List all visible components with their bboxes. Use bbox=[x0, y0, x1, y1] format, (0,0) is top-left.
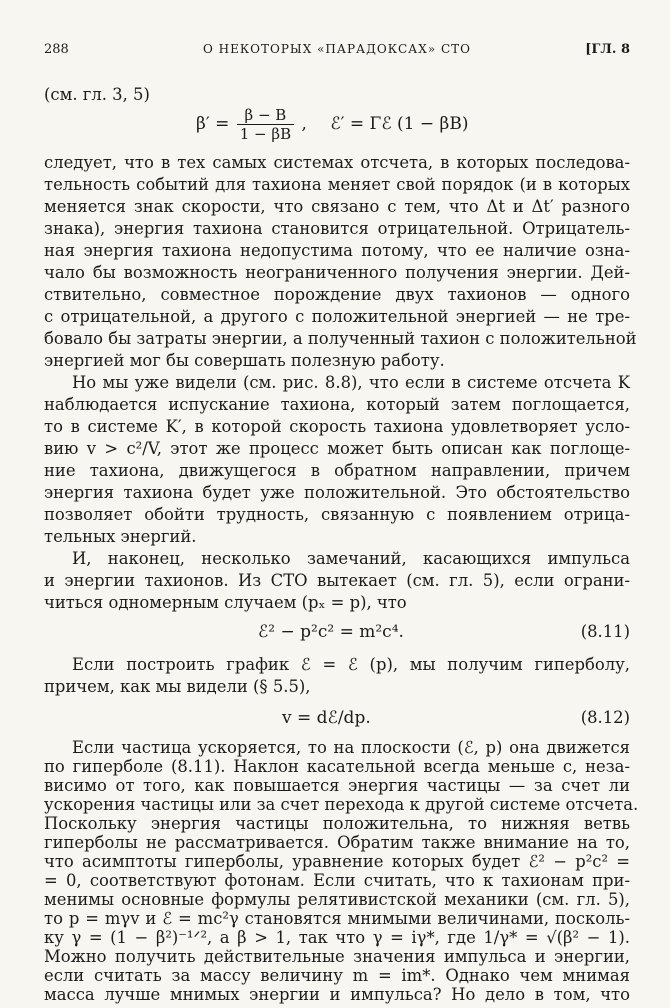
para3-line: и энергии тахионов. Из СТО вытекает (см. гл. 5), если ограни- bbox=[44, 571, 630, 590]
para2-line: наблюдается испускание тахиона, который затем поглощается, bbox=[44, 395, 630, 414]
para2-line: позволяет обойти трудность, связанную с появлением отрица- bbox=[44, 505, 630, 524]
para5-line: Можно получить действительные значения импульса и энергии, bbox=[44, 947, 630, 966]
equation-number-8-12: (8.12) bbox=[580, 708, 630, 727]
para5-line: ку γ = (1 − β²)⁻¹ᐟ², а β > 1, так что γ = iγ*, где 1/γ* = √(β² − 1). bbox=[44, 928, 630, 947]
para5-line: масса лучше мнимых энергии и импульса? Но дело в том, что bbox=[44, 985, 630, 1004]
para5-line: ускорения частицы или за счет перехода к другой системе отсчета. bbox=[44, 795, 639, 814]
para4-line: причем, как мы видели (§ 5.5), bbox=[44, 677, 311, 696]
para2-line: энергия тахиона будет уже положительной. Это обстоятельство bbox=[44, 483, 630, 502]
para2-line: Но мы уже видели (см. рис. 8.8), что если в системе отсчета K bbox=[72, 373, 630, 392]
para2-line: ние тахиона, движущегося в обратном направлении, причем bbox=[44, 461, 630, 480]
para5-line: что асимптоты гиперболы, уравнение которых будет ℰ² − p²c² = bbox=[44, 852, 630, 871]
para5-line: менимы основные формулы релятивистской механики (см. гл. 5), bbox=[44, 890, 630, 909]
para5-line: гиперболы не рассматривается. Обратим также внимание на то, bbox=[44, 833, 630, 852]
formula-beta-prime bbox=[196, 106, 468, 143]
para5-line: то p = mγv и ℰ = mc²γ становятся мнимыми величинами, посколь- bbox=[44, 909, 630, 928]
para1-line: бовало бы затраты энергии, а полученный тахион с положительной bbox=[44, 329, 637, 348]
para1-line: меняется знак скорости, что связано с тем, что Δt и Δt′ разного bbox=[44, 197, 630, 216]
para1-line: с отрицательной, а другого с положительной энергией — не тре- bbox=[44, 307, 630, 326]
formula-beta-numerator: β − B bbox=[237, 106, 294, 125]
chapter-label: [ГЛ. 8 bbox=[585, 42, 630, 57]
formula-beta-denominator: 1 − βB bbox=[239, 125, 292, 143]
para3-line: читься одномерным случаем (pₓ = p), что bbox=[44, 593, 407, 612]
intro-reference: (см. гл. 3, 5) bbox=[44, 85, 150, 104]
para2-line: вию v > c²/V, этот же процесс может быть описан как поглоще- bbox=[44, 439, 630, 458]
equation-number-8-11: (8.11) bbox=[580, 622, 630, 641]
formula-beta-fraction bbox=[237, 106, 294, 143]
para5-line: Если частица ускоряется, то на плоскости (ℰ, p) она движется bbox=[72, 738, 630, 757]
formula-beta-lhs: β′ = bbox=[196, 114, 230, 134]
running-header bbox=[44, 42, 630, 60]
equation-8-11: ℰ² − p²c² = m²c⁴. bbox=[258, 622, 404, 642]
para4-line: Если построить график ℰ = ℰ (p), мы получим гиперболу, bbox=[72, 655, 630, 674]
para1-line: следует, что в тех самых системах отсчета, в которых последова- bbox=[44, 153, 630, 172]
para1-line: ствительно, совместное порождение двух тахионов — одного bbox=[44, 285, 630, 304]
para1-line: чало бы возможность неограниченного получения энергии. Дей- bbox=[44, 263, 630, 282]
equation-8-12: v = dℰ/dp. bbox=[282, 708, 371, 728]
para1-line: ная энергия тахиона недопустима потому, что ее наличие озна- bbox=[44, 241, 630, 260]
para1-line: знака), энергия тахиона становится отрицательной. Отрицатель- bbox=[44, 219, 630, 238]
para2-line: то в системе K′, в которой скорость тахиона удовлетворяет усло- bbox=[44, 417, 630, 436]
para5-line: = 0, соответствуют фотонам. Если считать, что к тахионам при- bbox=[44, 871, 630, 890]
running-title: О НЕКОТОРЫХ «ПАРАДОКСАХ» СТО bbox=[202, 42, 471, 56]
page-number: 288 bbox=[44, 42, 69, 57]
para5-line: висимо от того, как повышается энергия частицы — за счет ли bbox=[44, 776, 630, 795]
para1-line: тельность событий для тахиона меняет свой порядок (и в которых bbox=[44, 175, 630, 194]
para5-line: Поскольку энергия частицы положительна, то нижняя ветвь bbox=[44, 814, 630, 833]
para5-line: по гиперболе (8.11). Наклон касательной всегда меньше c, неза- bbox=[44, 757, 630, 776]
para1-line: энергией мог бы совершать полезную работу. bbox=[44, 351, 445, 370]
para3-line: И, наконец, несколько замечаний, касающихся импульса bbox=[72, 549, 630, 568]
formula-energy-prime: ℰ′ = Γℰ (1 − βB) bbox=[330, 114, 469, 134]
para2-line: тельных энергий. bbox=[44, 527, 197, 546]
formula-beta-separator: , bbox=[301, 114, 307, 134]
para5-line: если считать за массу величину m = im*. Однако чем мнимая bbox=[44, 966, 630, 985]
